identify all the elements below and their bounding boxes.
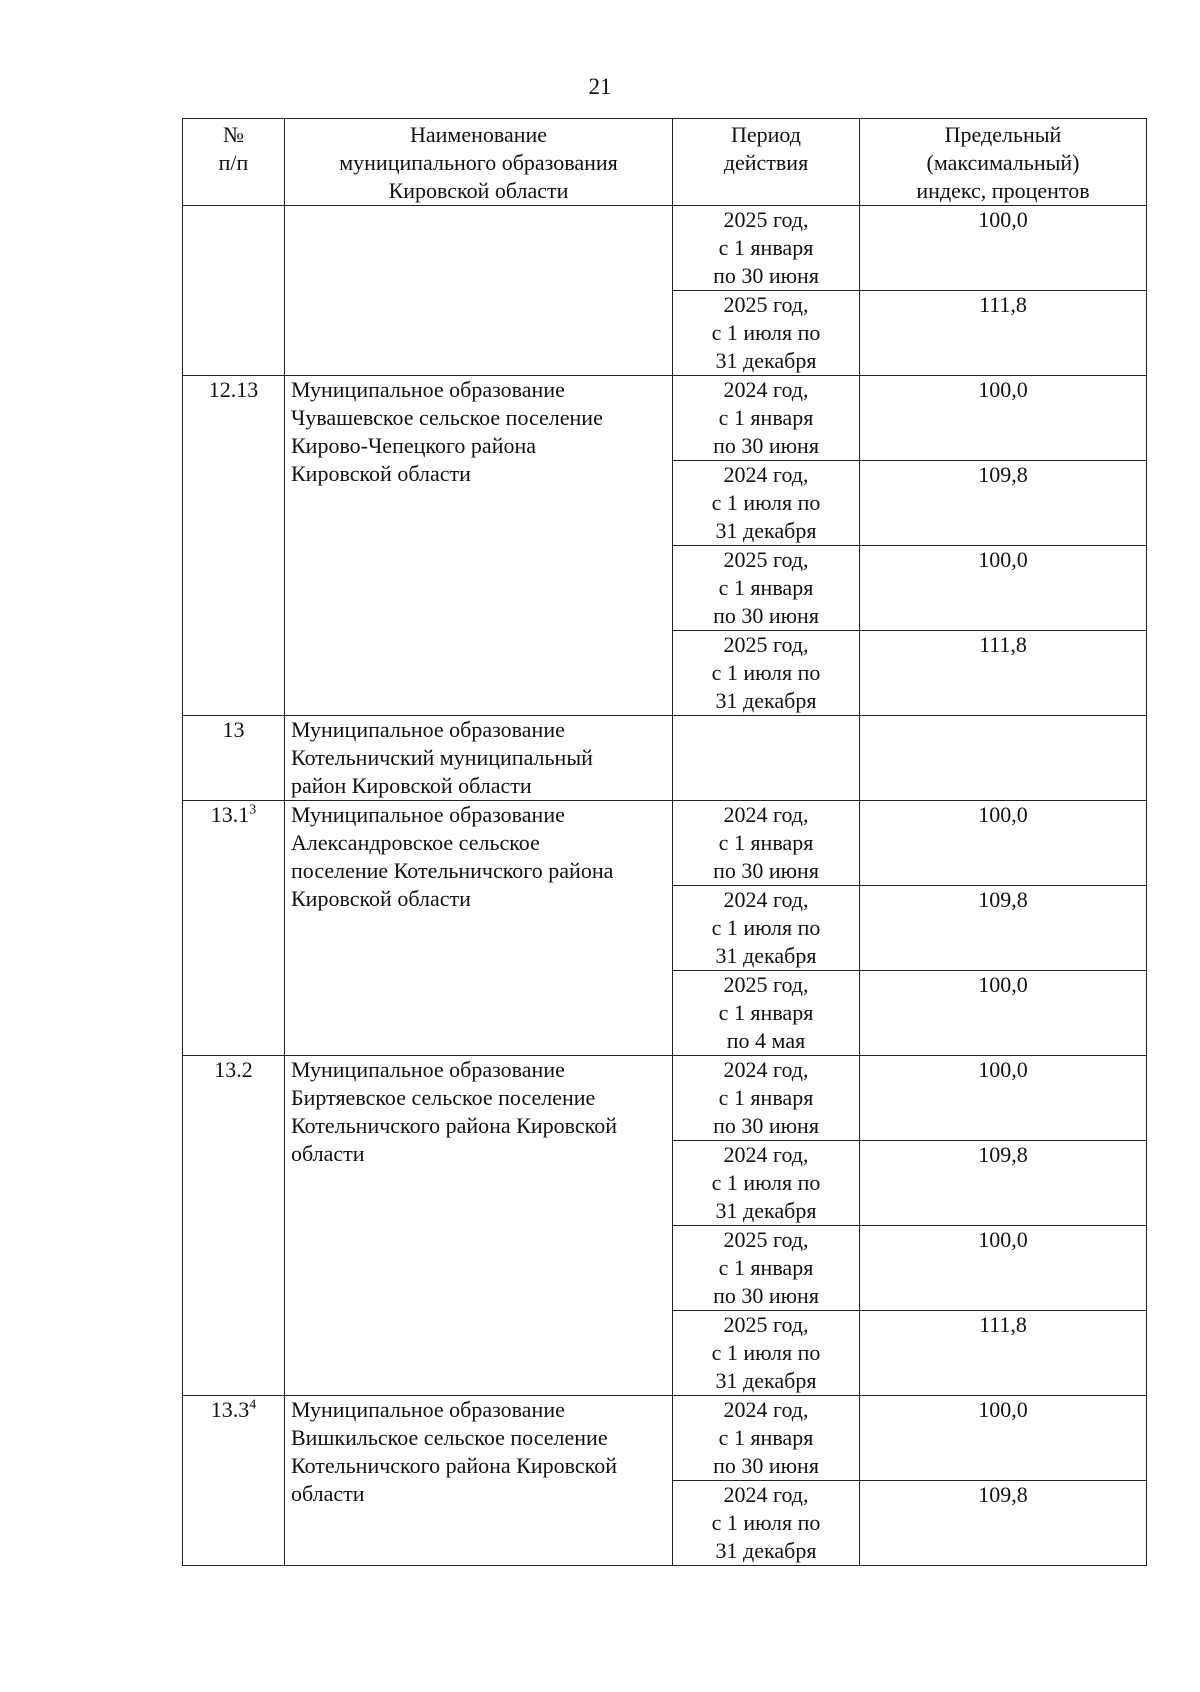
period-cell: 2024 год, с 1 июля по 31 декабря	[673, 1481, 860, 1566]
footnote-mark: 3	[249, 802, 257, 818]
index-value: 109,8	[860, 1141, 1147, 1226]
index-cell	[860, 716, 1147, 801]
footnote-mark: 4	[249, 1397, 257, 1413]
row-number: 12.13	[183, 376, 285, 716]
municipality-name: Муниципальное образование Чувашевское сельское поселение Кирово-Чепецкого района Кировской области	[285, 376, 673, 716]
row-number: 13.2	[183, 1056, 285, 1396]
period-cell: 2025 год, с 1 января по 30 июня	[673, 206, 860, 291]
row-number: 13.3$^4$	[183, 1396, 285, 1566]
index-value: 100,0	[860, 376, 1147, 461]
row-number: 13	[183, 716, 285, 801]
index-value: 109,8	[860, 886, 1147, 971]
period-cell	[673, 716, 860, 801]
row-name-cell	[285, 206, 673, 376]
index-value: 109,8	[860, 461, 1147, 546]
municipality-name: Муниципальное образование Котельничский муниципальный район Кировской области	[285, 716, 673, 801]
table-header-row	[183, 119, 1147, 206]
header-num: № п/п	[183, 119, 285, 206]
municipality-name: Муниципальное образование Вишкильское сельское поселение Котельничского района Кировской области	[285, 1396, 673, 1566]
period-cell: 2024 год, с 1 января по 30 июня	[673, 1396, 860, 1481]
row-number: 13.1$^3$	[183, 801, 285, 1056]
index-value: 111,8	[860, 631, 1147, 716]
index-value: 111,8	[860, 291, 1147, 376]
index-value: 109,8	[860, 1481, 1147, 1566]
tariff-index-table	[182, 118, 1147, 1566]
index-value: 100,0	[860, 1396, 1147, 1481]
period-cell: 2024 год, с 1 января по 30 июня	[673, 1056, 860, 1141]
period-cell: 2024 год, с 1 июля по 31 декабря	[673, 886, 860, 971]
period-cell: 2025 год, с 1 января по 30 июня	[673, 1226, 860, 1311]
header-name: Наименование муниципального образования Кировской области	[285, 119, 673, 206]
period-cell: 2024 год, с 1 января по 30 июня	[673, 376, 860, 461]
index-value: 100,0	[860, 1226, 1147, 1311]
table-row	[183, 1056, 1147, 1141]
index-value: 100,0	[860, 971, 1147, 1056]
header-index: Предельный (максимальный) индекс, процентов	[860, 119, 1147, 206]
table-row	[183, 1396, 1147, 1481]
table-row	[183, 801, 1147, 886]
table-row	[183, 376, 1147, 461]
municipality-name: Муниципальное образование Александровское сельское поселение Котельничского района Кировской области	[285, 801, 673, 1056]
index-value: 111,8	[860, 1311, 1147, 1396]
period-cell: 2024 год, с 1 июля по 31 декабря	[673, 461, 860, 546]
table-row	[183, 206, 1147, 291]
period-cell: 2025 год, с 1 января по 30 июня	[673, 546, 860, 631]
page-number: 21	[588, 74, 612, 99]
row-num-cell	[183, 206, 285, 376]
period-cell: 2024 год, с 1 января по 30 июня	[673, 801, 860, 886]
period-cell: 2025 год, с 1 января по 4 мая	[673, 971, 860, 1056]
municipality-name: Муниципальное образование Биртяевское сельское поселение Котельничского района Кировской области	[285, 1056, 673, 1396]
period-cell: 2025 год, с 1 июля по 31 декабря	[673, 291, 860, 376]
period-cell: 2025 год, с 1 июля по 31 декабря	[673, 1311, 860, 1396]
index-value: 100,0	[860, 1056, 1147, 1141]
header-period: Период действия	[673, 119, 860, 206]
table-row	[183, 716, 1147, 801]
index-value: 100,0	[860, 546, 1147, 631]
period-cell: 2025 год, с 1 июля по 31 декабря	[673, 631, 860, 716]
period-cell: 2024 год, с 1 июля по 31 декабря	[673, 1141, 860, 1226]
index-value: 100,0	[860, 801, 1147, 886]
index-value: 100,0	[860, 206, 1147, 291]
